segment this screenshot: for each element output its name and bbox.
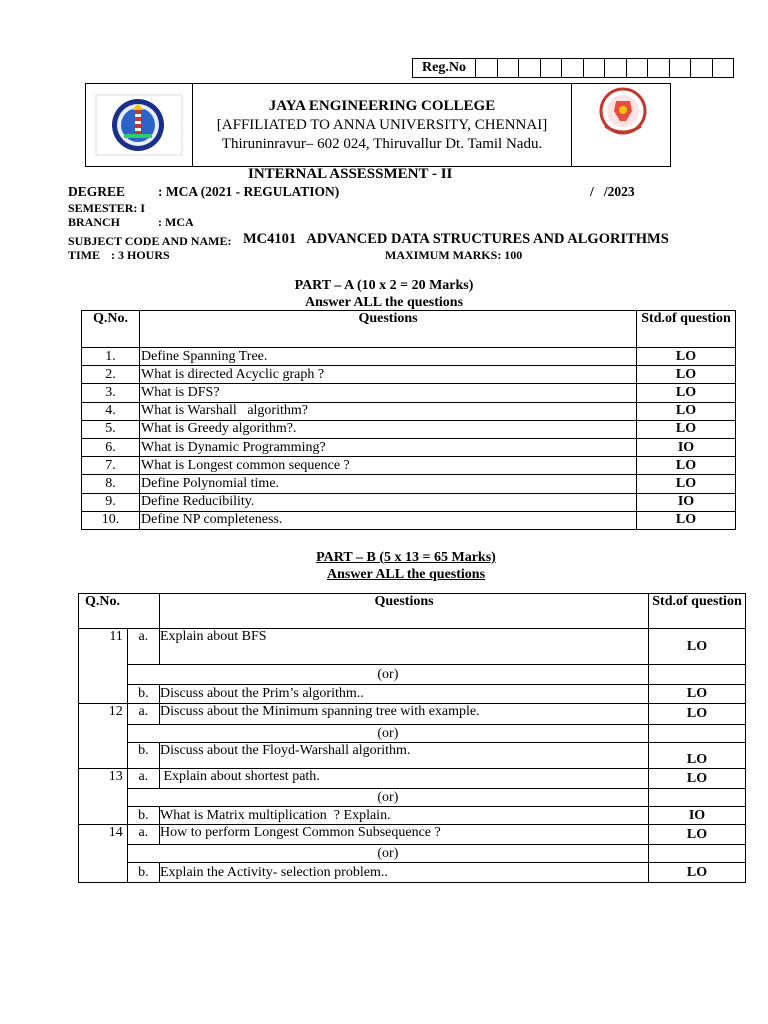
college-logo [86, 84, 193, 166]
or-row: (or) [79, 789, 746, 807]
header-questions: Questions [140, 311, 637, 348]
branch-label: BRANCH [68, 215, 121, 229]
subject-label: SUBJECT CODE AND NAME: [68, 234, 232, 248]
table-row: 9. Define Reducibility. IO [82, 493, 736, 511]
time-label: TIME [68, 248, 101, 262]
table-row: b. Discuss about the Prim’s algorithm.. LO [79, 685, 746, 704]
degree-label: DEGREE [68, 184, 126, 199]
table-row: 11 a. Explain about BFS LO [79, 629, 746, 665]
table-row: 5. What is Greedy algorithm?. LO [82, 420, 736, 438]
exam-title: INTERNAL ASSESSMENT - II [248, 166, 453, 182]
part-a-instruction: Answer ALL the questions [304, 295, 464, 310]
header-qno: Q.No. [79, 594, 160, 629]
table-row: 1. Define Spanning Tree. LO [82, 348, 736, 366]
university-emblem [571, 84, 670, 166]
table-row: 13 a. Explain about shortest path. LO [79, 769, 746, 789]
part-a-table [81, 310, 736, 530]
part-a-title: PART – A (10 x 2 = 20 Marks) [294, 278, 474, 293]
exam-date: / /2023 [590, 184, 635, 199]
branch-value: : MCA [158, 215, 194, 229]
college-header [85, 83, 671, 167]
part-b-instruction: Answer ALL the questions [326, 567, 486, 582]
part-b-table [78, 593, 746, 883]
table-row: 4. What is Warshall algorithm? LO [82, 402, 736, 420]
college-info [193, 96, 571, 154]
table-row: 12 a. Discuss about the Minimum spanning tree with example. LO [79, 704, 746, 725]
table-row: 10. Define NP completeness. LO [82, 511, 736, 529]
or-row: (or) [79, 665, 746, 685]
table-row: 2. What is directed Acyclic graph ? LO [82, 366, 736, 384]
table-row: b. What is Matrix multiplication ? Explain. IO [79, 807, 746, 825]
college-name: JAYA ENGINEERING COLLEGE [268, 98, 496, 114]
max-marks: MAXIMUM MARKS: 100 [385, 248, 523, 262]
reg-no-boxes [412, 58, 734, 78]
header-qno: Q.No. [82, 311, 140, 348]
header-std: Std.of question [637, 311, 736, 348]
table-row: 8. Define Polynomial time. LO [82, 475, 736, 493]
college-address: Thiruninravur– 602 024, Thiruvallur Dt. Tamil Nadu. [221, 136, 543, 152]
part-b-title: PART – B (5 x 13 = 65 Marks) [316, 550, 496, 565]
header-questions: Questions [160, 594, 649, 629]
table-row: 3. What is DFS? LO [82, 384, 736, 402]
degree-value: : MCA (2021 - REGULATION) [158, 184, 340, 199]
table-row: 7. What is Longest common sequence ? LO [82, 457, 736, 475]
or-row: (or) [79, 845, 746, 863]
subject-value: MC4101 ADVANCED DATA STRUCTURES AND ALGORITHMS [243, 231, 669, 247]
or-row: (or) [79, 725, 746, 743]
table-row: b. Discuss about the Floyd-Warshall algorithm. LO [79, 743, 746, 769]
table-row: 6. What is Dynamic Programming? IO [82, 438, 736, 456]
reg-no-label: Reg.No [413, 59, 476, 78]
table-row: b. Explain the Activity- selection problem.. LO [79, 863, 746, 883]
college-affiliation: [AFFILIATED TO ANNA UNIVERSITY, CHENNAI] [216, 117, 548, 133]
header-std: Std.of question [649, 594, 746, 629]
time-value: : 3 HOURS [111, 248, 170, 262]
semester: SEMESTER: I [68, 201, 146, 215]
table-row: 14 a. How to perform Longest Common Subsequence ? LO [79, 825, 746, 845]
